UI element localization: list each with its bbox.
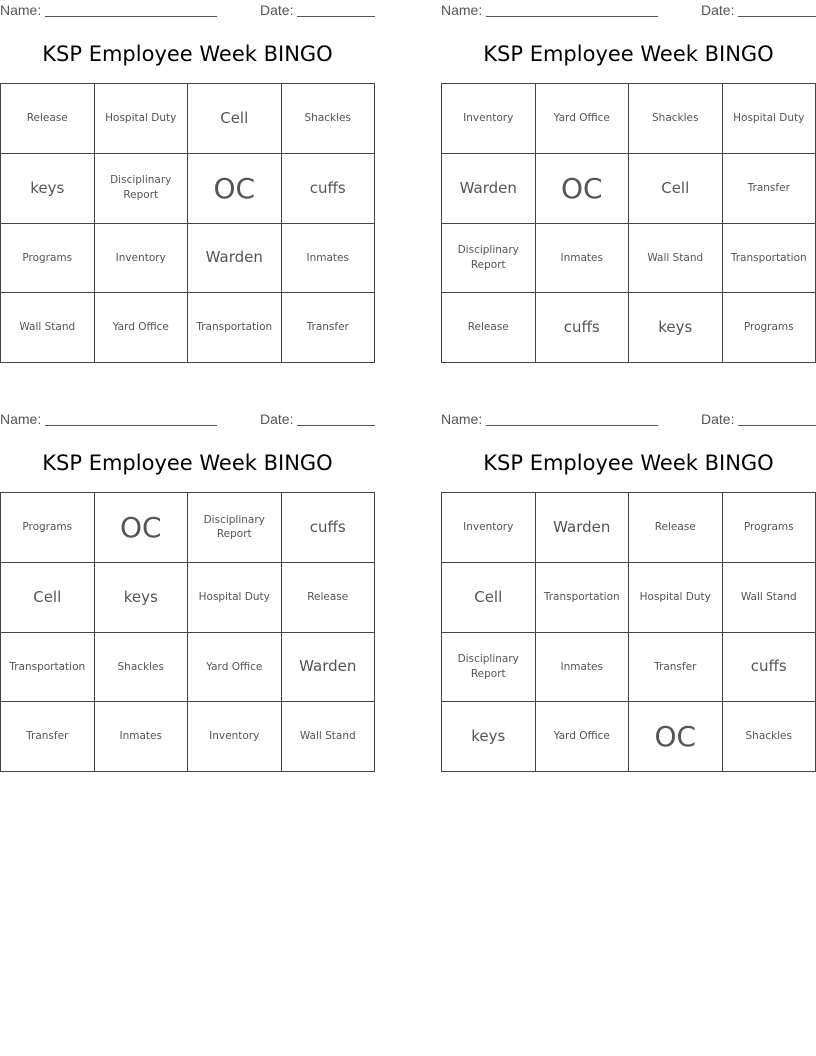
bingo-cell: Wall Stand xyxy=(629,224,723,294)
bingo-cell: Release xyxy=(1,84,95,154)
bingo-cell: Yard Office xyxy=(188,633,282,703)
bingo-cell: cuffs xyxy=(536,293,630,363)
bingo-cell: Warden xyxy=(536,493,630,563)
bingo-cell: Inmates xyxy=(95,702,189,772)
bingo-cell: Shackles xyxy=(282,84,376,154)
bingo-cell: Disciplinary Report xyxy=(442,633,536,703)
bingo-cell: Hospital Duty xyxy=(723,84,816,154)
bingo-cell: OC xyxy=(536,154,630,224)
bingo-cell: Release xyxy=(282,563,376,633)
bingo-cell: Inventory xyxy=(95,224,189,294)
bingo-cell: Hospital Duty xyxy=(629,563,723,633)
date-label: Date: xyxy=(260,2,294,18)
bingo-cell: Yard Office xyxy=(536,702,630,772)
bingo-cell: Inmates xyxy=(282,224,376,294)
bingo-cell: Disciplinary Report xyxy=(95,154,189,224)
bingo-card xyxy=(441,0,816,365)
bingo-cell: OC xyxy=(95,493,189,563)
bingo-cell: keys xyxy=(629,293,723,363)
card-title: KSP Employee Week BINGO xyxy=(42,451,333,475)
card-title: KSP Employee Week BINGO xyxy=(483,451,774,475)
bingo-card xyxy=(0,409,375,774)
bingo-cell: Wall Stand xyxy=(1,293,95,363)
bingo-grid xyxy=(441,492,816,772)
name-label: Name: xyxy=(441,2,483,18)
bingo-cell: Inventory xyxy=(188,702,282,772)
card-header xyxy=(441,409,816,429)
date-label: Date: xyxy=(701,411,735,427)
bingo-grid xyxy=(0,492,375,772)
date-field-line xyxy=(297,16,375,17)
bingo-cell: Transportation xyxy=(723,224,816,294)
bingo-cell: Transfer xyxy=(282,293,376,363)
bingo-cell: keys xyxy=(95,563,189,633)
bingo-cell: Warden xyxy=(282,633,376,703)
bingo-cell: Hospital Duty xyxy=(95,84,189,154)
bingo-cell: Warden xyxy=(188,224,282,294)
bingo-cell: Inventory xyxy=(442,493,536,563)
name-label: Name: xyxy=(441,411,483,427)
name-label: Name: xyxy=(0,2,42,18)
bingo-cell: Hospital Duty xyxy=(188,563,282,633)
card-header xyxy=(0,409,375,429)
bingo-cell: Shackles xyxy=(95,633,189,703)
bingo-cell: Transfer xyxy=(1,702,95,772)
bingo-cell: OC xyxy=(629,702,723,772)
bingo-card xyxy=(0,0,375,365)
bingo-cell: Transportation xyxy=(188,293,282,363)
name-field-line xyxy=(486,16,658,17)
bingo-cell: keys xyxy=(1,154,95,224)
date-label: Date: xyxy=(701,2,735,18)
bingo-cell: Transfer xyxy=(629,633,723,703)
date-field-line xyxy=(297,425,375,426)
bingo-cell: OC xyxy=(188,154,282,224)
name-label: Name: xyxy=(0,411,42,427)
bingo-cell: Transportation xyxy=(536,563,630,633)
name-field-line xyxy=(486,425,658,426)
bingo-cell: Transfer xyxy=(723,154,816,224)
card-title: KSP Employee Week BINGO xyxy=(42,42,333,66)
bingo-cell: Programs xyxy=(1,224,95,294)
bingo-cell: Release xyxy=(629,493,723,563)
bingo-cell: Yard Office xyxy=(536,84,630,154)
bingo-cell: Programs xyxy=(723,493,816,563)
bingo-cell: Inmates xyxy=(536,224,630,294)
bingo-cell: Programs xyxy=(1,493,95,563)
bingo-card xyxy=(441,409,816,774)
bingo-cell: Wall Stand xyxy=(282,702,376,772)
bingo-cell: Disciplinary Report xyxy=(188,493,282,563)
bingo-cell: Transportation xyxy=(1,633,95,703)
name-field-line xyxy=(45,16,217,17)
bingo-cell: Disciplinary Report xyxy=(442,224,536,294)
card-title: KSP Employee Week BINGO xyxy=(483,42,774,66)
bingo-grid xyxy=(441,83,816,363)
card-header xyxy=(441,0,816,20)
bingo-cell: Programs xyxy=(723,293,816,363)
bingo-cell: Shackles xyxy=(629,84,723,154)
bingo-cell: Cell xyxy=(1,563,95,633)
bingo-cell: cuffs xyxy=(723,633,816,703)
bingo-cell: Shackles xyxy=(723,702,816,772)
bingo-cell: Cell xyxy=(442,563,536,633)
bingo-cell: Inventory xyxy=(442,84,536,154)
date-field-line xyxy=(738,16,816,17)
bingo-cell: Cell xyxy=(188,84,282,154)
bingo-cell: Warden xyxy=(442,154,536,224)
card-header xyxy=(0,0,375,20)
bingo-cell: keys xyxy=(442,702,536,772)
name-field-line xyxy=(45,425,217,426)
bingo-cell: Cell xyxy=(629,154,723,224)
bingo-cell: cuffs xyxy=(282,493,376,563)
bingo-cell: Wall Stand xyxy=(723,563,816,633)
bingo-cell: Release xyxy=(442,293,536,363)
bingo-grid xyxy=(0,83,375,363)
date-label: Date: xyxy=(260,411,294,427)
date-field-line xyxy=(738,425,816,426)
bingo-cell: Inmates xyxy=(536,633,630,703)
bingo-cell: cuffs xyxy=(282,154,376,224)
bingo-cell: Yard Office xyxy=(95,293,189,363)
